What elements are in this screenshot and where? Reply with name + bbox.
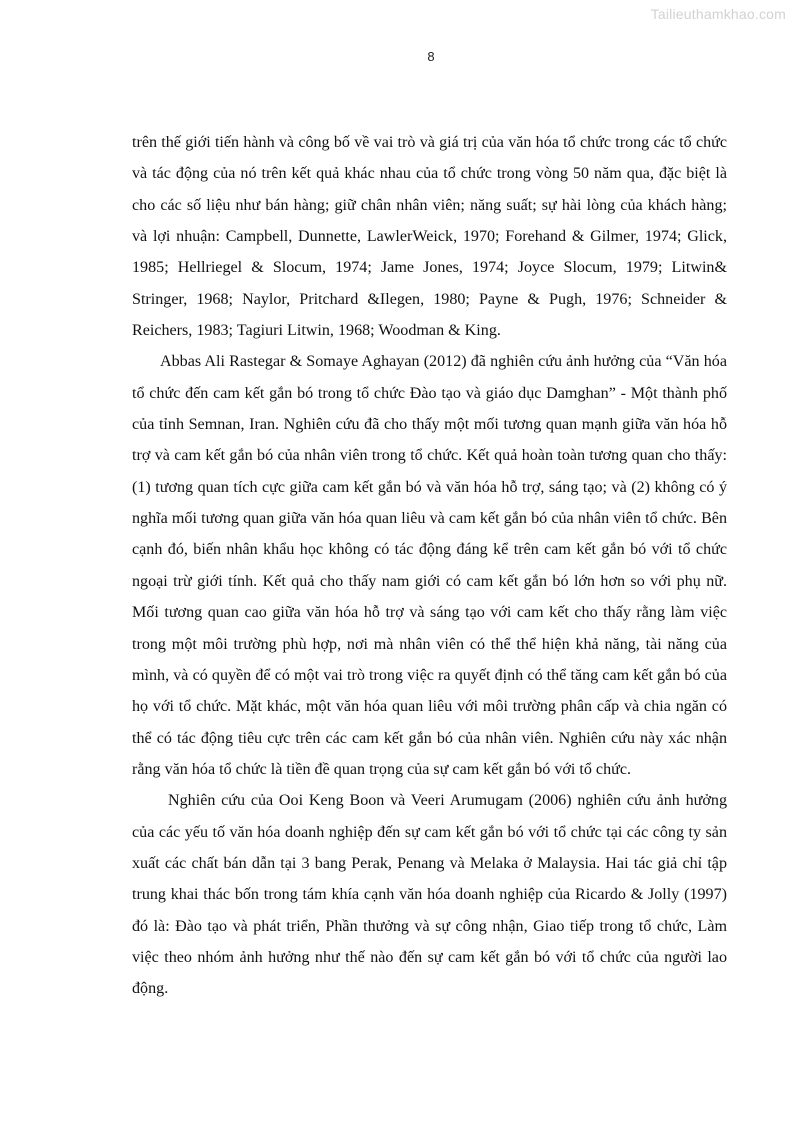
document-body xyxy=(132,127,727,1005)
paragraph-continuation: trên thế giới tiến hành và công bố về vai trò và giá trị của văn hóa tổ chức trong các tổ chức và tác động của nó trên kết quả khác nhau của tổ chức trong vòng 50 năm qua, đặc biệt là cho các số liệu như bán hàng; giữ chân nhân viên; năng suất; sự hài lòng của khách hàng; và lợi nhuận: Campbell, Dunnette, LawlerWeick, 1970; Forehand & Gilmer, 1974; Glick, 1985; Hellriegel & Slocum, 1974; Jame Jones, 1974; Joyce Slocum, 1979; Litwin& Stringer, 1968; Naylor, Pritchard &Ilegen, 1980; Payne & Pugh, 1976; Schneider & Reichers, 1983; Tagiuri Litwin, 1968; Woodman & King. xyxy=(132,134,727,340)
paragraph-rastegar-study: Abbas Ali Rastegar & Somaye Aghayan (2012) đã nghiên cứu ảnh hưởng của “Văn hóa tổ chức đến cam kết gắn bó trong tổ chức Đào tạo và giáo dục Damghan” - Một thành phố của tỉnh Semnan, Iran. Nghiên cứu đã cho thấy một mối tương quan mạnh giữa văn hóa hỗ trợ và cam kết gắn bó của nhân viên trong tổ chức. Kết quả hoàn toàn tương quan cho thấy: (1) tương quan tích cực giữa cam kết gắn bó và văn hóa hỗ trợ, sáng tạo; và (2) không có ý nghĩa mối tương quan giữa văn hóa quan liêu và cam kết gắn bó của nhân viên tổ chức. Bên cạnh đó, biến nhân khẩu học không có tác động đáng kể trên cam kết gắn bó với tổ chức ngoại trừ giới tính. Kết quả cho thấy nam giới có cam kết gắn bó lớn hơn so với phụ nữ. Mối tương quan cao giữa văn hóa hỗ trợ và sáng tạo với cam kết cho thấy rằng làm việc trong một môi trường phù hợp, nơi mà nhân viên có thể thể hiện khả năng, tài năng của mình, và có quyền để có một vai trò trong việc ra quyết định có thể tăng cam kết gắn bó của họ với tổ chức. Mặt khác, một văn hóa quan liêu với môi trường phân cấp và chia ngăn có thể có tác động tiêu cực trên các cam kết gắn bó của nhân viên. Nghiên cứu này xác nhận rằng văn hóa tổ chức là tiền đề quan trọng của sự cam kết gắn bó với tổ chức. xyxy=(132,353,727,778)
paragraph-ooi-study: Nghiên cứu của Ooi Keng Boon và Veeri Arumugam (2006) nghiên cứu ảnh hưởng của các yếu tố văn hóa doanh nghiệp đến sự cam kết gắn bó với tổ chức tại các công ty sản xuất các chất bán dẫn tại 3 bang Perak, Penang và Melaka ở Malaysia. Hai tác giả chỉ tập trung khai thác bốn trong tám khía cạnh văn hóa doanh nghiệp của Ricardo & Jolly (1997) đó là: Đào tạo và phát triển, Phần thưởng và sự công nhận, Giao tiếp trong tổ chức, Làm việc theo nhóm ảnh hưởng như thế nào đến sự cam kết gắn bó với tổ chức của người lao động. xyxy=(132,792,727,998)
page-number: 8 xyxy=(427,49,435,64)
watermark: Tailieuthamkhao.com xyxy=(650,6,786,22)
